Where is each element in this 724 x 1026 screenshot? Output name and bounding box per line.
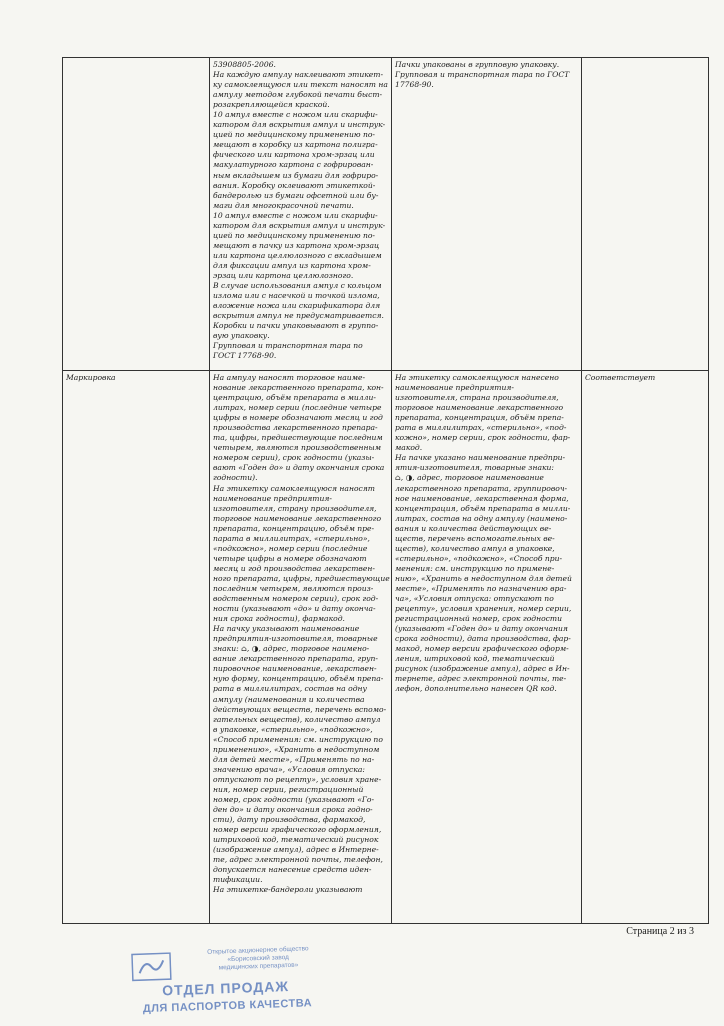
text-line: допускается нанесение средств иден- <box>213 865 372 875</box>
text-line: На каждую ампулу наклеивают этикет- <box>213 70 384 80</box>
text-line: рата в миллилитрах, состав на одну <box>213 684 367 694</box>
text-line: ществ, перечень вспомогательных ве- <box>395 533 555 543</box>
text-line: На этикетку самоклеящуюся нанесено <box>395 373 559 382</box>
text-line: ампулу методом глубокой печати быст- <box>213 90 383 100</box>
text-line: розакрепляющейся краской. <box>213 100 330 110</box>
text-line: На этикетку самоклеящуюся наносят <box>213 483 376 493</box>
text-line: ния, номер серии, регистрационный <box>213 784 364 794</box>
text-line: «Способ применения: см. инструкцию по <box>213 734 383 744</box>
text-line: ⌂, ◑, адрес, торговое наименование <box>395 473 544 483</box>
text-line: рата в миллилитрах, «стерильно», «под- <box>395 423 567 433</box>
text-line: торговое наименование лекарственного <box>395 403 564 413</box>
text-line: вания и количества действующих ве- <box>395 523 552 533</box>
characteristic-cell: Маркировка <box>63 371 210 924</box>
text-line: номером серии), срок годности (указы- <box>213 453 375 463</box>
text-line: ятия-изготовителя, товарные знаки: <box>395 463 554 473</box>
text-line: На пачку указывают наименование <box>213 624 360 634</box>
text-line: водственным номером серии), срок год- <box>213 594 379 604</box>
text-line: ния срока годности), фармакод. <box>213 614 345 624</box>
text-line: 17768-90. <box>395 80 434 90</box>
text-line: Групповая и транспортная тара по ГОСТ <box>395 70 570 80</box>
stamp-subtitle: ДЛЯ ПАСПОРТОВ КАЧЕСТВА <box>142 997 313 1016</box>
company-logo-icon <box>131 952 172 981</box>
text-line: наименование предприятия- <box>395 383 514 393</box>
text-line: те, адрес электронной почты, телефон, <box>213 855 383 865</box>
text-line: На этикетке-бандероли указывают <box>213 885 363 895</box>
text-line: катором для вскрытия ампул и инструк- <box>213 120 386 130</box>
text-line: торговое наименование лекарственного <box>213 513 382 523</box>
text-line: парата в миллилитрах, «стерильно», <box>213 533 370 543</box>
stamp-title: ОТДЕЛ ПРОДАЖ <box>161 978 290 999</box>
text-line: четыре цифры в номере обозначают <box>213 553 367 563</box>
stamp-org-line: медицинских препаратов» <box>218 961 299 972</box>
text-line: кожно», номер серии, срок годности, фар- <box>395 433 571 443</box>
text-line: концентрация, объём препарата в милли- <box>395 503 571 513</box>
text-line: (указывают «Годен до» и дату окончания <box>395 624 568 634</box>
text-line: В случае использования ампул с кольцом <box>213 281 382 291</box>
text-line: препарата, концентрация, объём препа- <box>395 413 564 423</box>
text-line: На ампулу наносят торговое наиме- <box>213 373 366 382</box>
text-line: изготовителя, страна производителя, <box>395 393 559 403</box>
requirement-cell <box>210 58 392 371</box>
text-line: вание лекарственного препарата, груп- <box>213 654 378 664</box>
table-row <box>63 371 709 924</box>
text-line: рецепту», условия хранения, номер серии, <box>395 604 572 614</box>
text-line: ную форму, концентрацию, объём препа- <box>213 674 384 684</box>
text-line: штриховой код, тематический рисунок <box>213 835 379 845</box>
text-line: наименование предприятия- <box>213 493 332 503</box>
text-line: или картона целлюлозного с вкладышем <box>213 250 382 260</box>
text-line: сти), дату производства, фармакод, <box>213 815 366 825</box>
text-line: фического или картона хром-эрзац или <box>213 150 375 160</box>
text-line: для детей месте», «Применять по на- <box>213 754 375 764</box>
text-line: вую упаковку. <box>213 331 270 341</box>
text-line: действующих веществ, перечень вспомо- <box>213 704 387 714</box>
text-line: ления, штриховой код, тематический <box>395 654 555 664</box>
text-line: вскрытия ампул не предусматривается. <box>213 311 384 321</box>
text-line: цией по медицинскому применению по- <box>213 130 375 140</box>
text-line: нию», «Хранить в недоступном для детей <box>395 573 572 583</box>
specification-table <box>62 57 709 924</box>
text-line: номер версии графического оформления, <box>213 825 382 835</box>
text-line: Коробки и пачки упаковывают в группо- <box>213 321 379 331</box>
text-line: ного препарата, цифры, предшествующие <box>213 573 390 583</box>
conformity-cell <box>582 58 709 371</box>
text-line: значению врача», «Условия отпуска: <box>213 764 365 774</box>
text-line: препарата, концентрацию, объём пре- <box>213 523 375 533</box>
text-line: вают «Годен до» и дату окончания срока <box>213 463 385 473</box>
text-line: «стерильно», «подкожно», «Способ при- <box>395 553 563 563</box>
characteristic-cell <box>63 58 210 371</box>
text-line: ку самоклеящуюся или текст наносят на <box>213 80 388 90</box>
sales-department-stamp <box>121 938 344 1026</box>
text-line: годности). <box>213 473 258 483</box>
text-line: вания. Коробку оклеивают этикеткой- <box>213 180 376 190</box>
text-line: менения: см. инструкцию по примене- <box>395 563 555 573</box>
text-line: Групповая и транспортная тара по <box>213 341 363 351</box>
text-line: лефон, дополнительно нанесен QR код. <box>395 684 557 694</box>
text-line: ампулу (наименования и количества <box>213 694 365 704</box>
text-line: бандеролью из бумаги офсетной или бу- <box>213 190 379 200</box>
text-line: На пачке указано наименование предпри- <box>395 453 566 463</box>
text-line: центрацию, объём препарата в милли- <box>213 393 376 403</box>
stamp-org-line: «Борисовский завод <box>227 954 290 964</box>
text-line: макод, номер версии графического оформ- <box>395 644 569 654</box>
text-line: ществ), количество ампул в упаковке, <box>395 543 555 553</box>
text-line: срока годности), дата производства, фар- <box>395 634 571 644</box>
text-line: нование лекарственного препарата, кон- <box>213 383 384 393</box>
text-line: четырем, являются производственным <box>213 443 381 453</box>
text-line: катором для вскрытия ампул и инструк- <box>213 220 386 230</box>
text-line: 53908805-2006. <box>213 60 276 69</box>
text-line: применению», «Хранить в недоступном <box>213 744 380 754</box>
text-line: ное наименование, лекарственная форма, <box>395 493 569 503</box>
text-line: гательных веществ), количество ампул <box>213 714 381 724</box>
text-line: макод. <box>395 443 423 453</box>
text-line: литрах, номер серии (последние четыре <box>213 403 382 413</box>
text-line: ГОСТ 17768-90. <box>213 351 277 361</box>
text-line: литрах, состав на одну ампулу (наимено- <box>395 513 568 523</box>
text-line: «подкожно», номер серии (последние <box>213 543 368 553</box>
text-line: мещают в пачку из картона хром-эрзац <box>213 240 380 250</box>
text-line: ным вкладышем из бумаги для гофриро- <box>213 170 379 180</box>
text-line: эрзац или картона целлюлозного. <box>213 270 354 280</box>
text-line: (изображение ампул), адрес в Интерне- <box>213 845 379 855</box>
text-line: Пачки упакованы в групповую упаковку. <box>395 60 560 69</box>
text-line: рисунок (изображение ампул), адрес в Ин- <box>395 664 570 674</box>
text-line: излома или с насечкой и точкой излома, <box>213 291 380 301</box>
text-line: лекарственного препарата, группировоч- <box>395 483 568 493</box>
text-line: 10 ампул вместе с ножом или скарифи- <box>213 210 378 220</box>
text-line: ден до» и дату окончания срока годно- <box>213 805 373 815</box>
text-line: производства лекарственного препара- <box>213 423 378 433</box>
text-line: тификации. <box>213 875 263 885</box>
text-line: месте», «Применять по назначению вра- <box>395 583 567 593</box>
text-line: ча», «Условия отпуска: отпускают по <box>395 594 554 604</box>
text-line: ности (указывают «до» и дату оконча- <box>213 604 376 614</box>
conformity-cell: Соответствует <box>582 371 709 924</box>
text-line: мещают в коробку из картона полигра- <box>213 140 378 150</box>
text-line: пировочное наименование, лекарствен- <box>213 664 377 674</box>
text-line: месяц и год производства лекарствен- <box>213 563 375 573</box>
result-cell <box>392 58 582 371</box>
text-line: маги для многокрасочной печати. <box>213 200 354 210</box>
text-line: регистрационный номер, срок годности <box>395 614 563 624</box>
text-line: знаки: ⌂, ◑, адрес, торговое наимено- <box>213 644 370 654</box>
text-line: для фиксации ампул из картона хром- <box>213 260 371 270</box>
requirement-cell <box>210 371 392 924</box>
text-line: 10 ампул вместе с ножом или скарифи- <box>213 110 378 120</box>
text-line: в упаковке, «стерильно», «подкожно», <box>213 724 373 734</box>
text-line: макулатурного картона с гофрирован- <box>213 160 374 170</box>
text-line: последним четырем, являются произ- <box>213 583 374 593</box>
text-line: тернете, адрес электронной почты, те- <box>395 674 567 684</box>
text-line: вложение ножа или скарификатора для <box>213 301 381 311</box>
result-cell <box>392 371 582 924</box>
text-line: изготовителя, страну производителя, <box>213 503 377 513</box>
table-row <box>63 58 709 371</box>
text-line: отпускают по рецепту», условия хране- <box>213 774 382 784</box>
text-line: цифры в номере обозначают месяц и год <box>213 413 383 423</box>
text-line: предприятия-изготовителя, товарные <box>213 634 378 644</box>
text-line: цией по медицинскому применению по- <box>213 230 375 240</box>
text-line: номер, срок годности (указывают «Го- <box>213 794 375 804</box>
stamp-organization <box>183 944 334 973</box>
stamp-org-line: Открытое акционерное общество <box>207 945 309 956</box>
text-line: та, цифры, предшествующие последним <box>213 433 383 443</box>
page-number: Страница 2 из 3 <box>626 926 694 937</box>
